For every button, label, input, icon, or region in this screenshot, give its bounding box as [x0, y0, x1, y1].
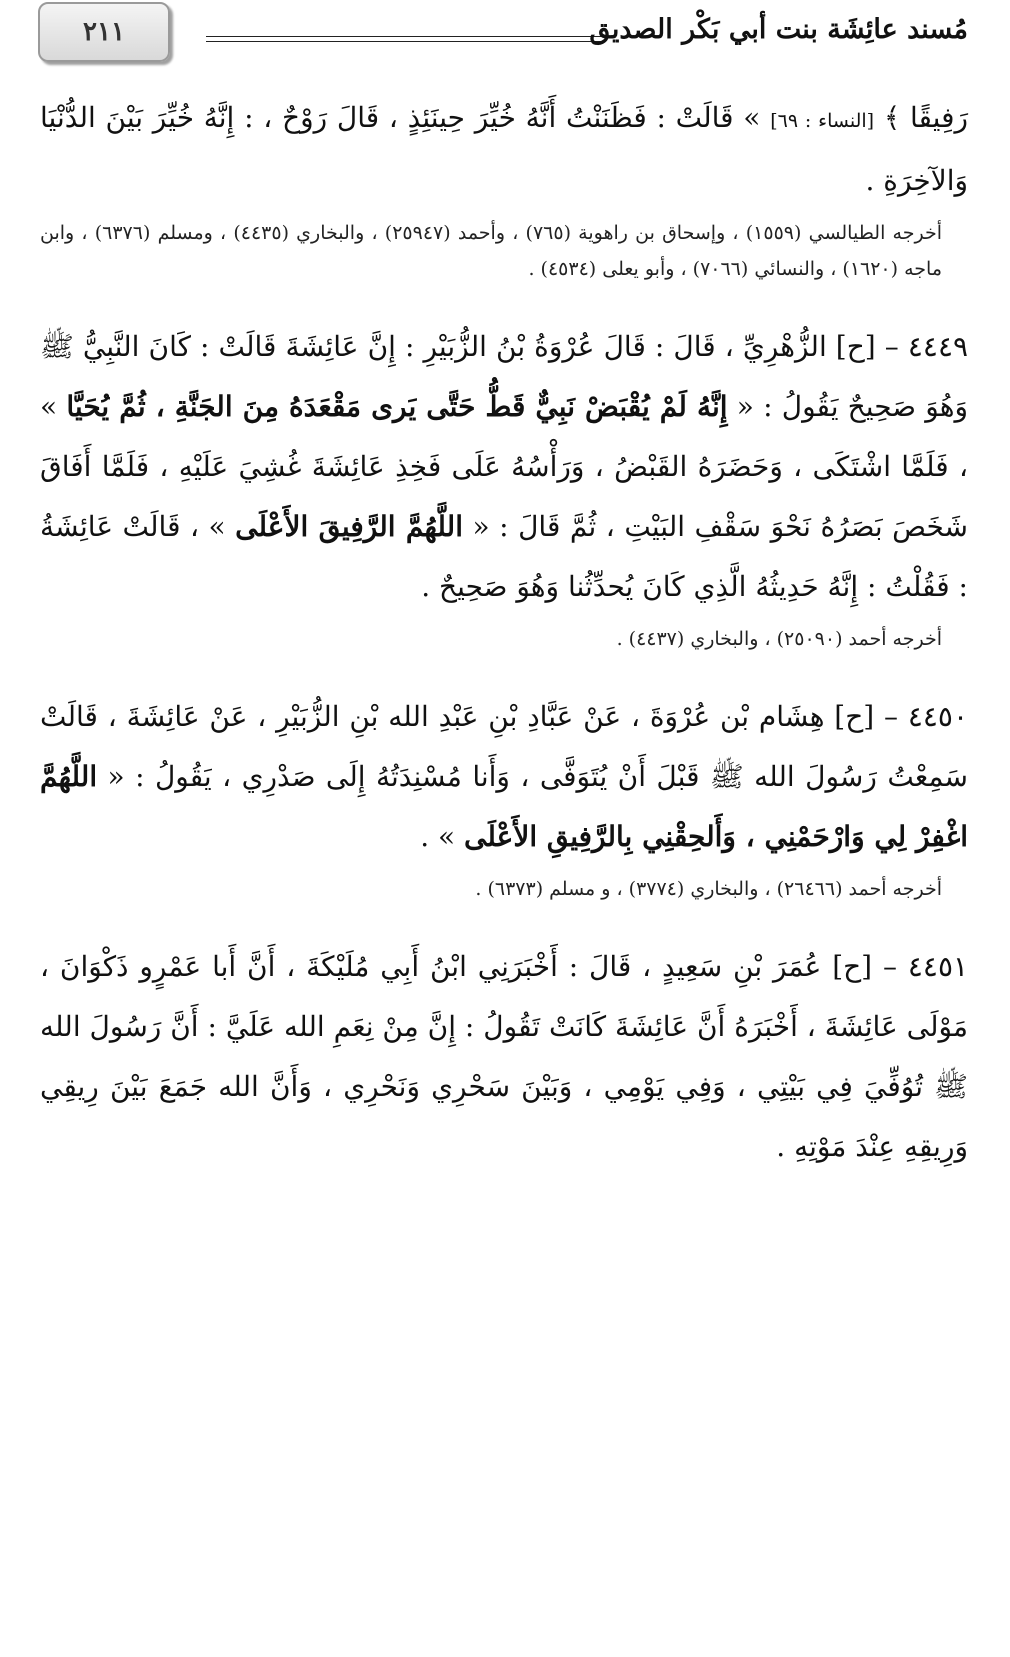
takhrij-footnote: أخرجه أحمد (٢٦٤٦٦) ، والبخاري (٣٧٧٤) ، و مسلم (٦٣٧٣) . [475, 878, 942, 900]
hadith-text-part: – [ح] الزُّهْرِيِّ ، قَالَ : قَالَ عُرْوَةُ بْنُ الزُّبَيْرِ : إِنَّ عَائِشَةَ قَالَتْ : كَانَ النَّبِيُّ ﷺ وَهُوَ صَحِيحٌ يَقُولُ : « [40, 330, 969, 423]
continuation-text-start: رَفِيقًا ﴾ [883, 101, 969, 134]
header-rule [206, 36, 602, 42]
page-number: ٢١١ [38, 2, 170, 62]
hadith-text-part: » ، فَلَمَّا اشْتَكَى ، وَحَضَرَهُ القَبْضُ ، وَرَأْسُهُ عَلَى فَخِذِ عَائِشَةَ غُشِيَ عَلَيْهِ ، فَلَمَّا أَفَاقَ شَخَصَ بَصَرُهُ نَحْوَ سَقْفِ البَيْتِ ، ثُمَّ قَالَ : « [40, 390, 969, 543]
prophetic-saying: إِنَّهُ لَمْ يُقْبَضْ نَبِيٌّ قَطُّ حَتَّى يَرى مَقْعَدَهُ مِنَ الجَنَّةِ ، ثُمَّ يُحَيَّا [66, 390, 728, 423]
continuation-text-rest: » قَالَتْ : فَظَنَنْتُ أَنَّهُ خُيِّرَ حِينَئِذٍ ، قَالَ رَوْحٌ ، : إِنَّهُ خُيِّرَ بَيْنَ الدُّنْيَا وَالآخِرَةِ . [40, 101, 968, 197]
hadith-text-part: » ، قَالَتْ عَائِشَةُ : فَقُلْتُ : إِنَّهُ حَدِيثُهُ الَّذِي كَانَ يُحدِّثُنا وَهُوَ صَحِيحٌ . [40, 510, 968, 603]
prophetic-saying: اللَّهُمَّ الرَّفِيقَ الأَعْلَى [235, 510, 463, 543]
hadith-number: ٤٤٤٩ [907, 330, 969, 363]
takhrij-footnote: أخرجه أحمد (٢٥٠٩٠) ، والبخاري (٤٤٣٧) . [616, 628, 942, 650]
quran-reference: [النساء : ٦٩] [770, 110, 875, 132]
hadith-text [40, 937, 968, 1177]
hadith-number: ٤٤٥١ [907, 950, 969, 983]
prophetic-saying: اللَّهُمَّ اغْفِرْ لِي وَارْحَمْنِي ، وَأَلحِقْنِي بِالرَّفِيقِ الأَعْلَى [40, 760, 968, 853]
page-body [40, 88, 968, 1177]
hadith-number: ٤٤٥٠ [907, 700, 968, 733]
hadith-text [40, 687, 968, 867]
running-title: مُسند عائِشَة بنت أبي بَكْر الصديق [589, 14, 968, 45]
hadith-text-part: – [ح] هِشَام بْن عُرْوَةَ ، عَنْ عَبَّادِ بْنِ عَبْدِ الله بْنِ الزُّبَيْرِ ، عَنْ عَائِشَةَ ، قَالَتْ سَمِعْتُ رَسُولَ الله ﷺ قَبْلَ أَنْ يُتَوَفَّى ، وَأَنا مُسْنِدَتُهُ إِلَى صَدْرِي ، يَقُولُ : « [40, 700, 968, 793]
hadith-text-part: – [ح] عُمَرَ بْنِ سَعِيدٍ ، قَالَ : أَخْبَرَنِي ابْنُ أَبِي مُلَيْكَةَ ، أَنَّ أَبا عَمْرٍو ذَكْوَانَ ، مَوْلَى عَائِشَةَ ، أَخْبَرَهُ أَنَّ عَائِشَةَ كَانَتْ تَقُولُ : إِنَّ مِنْ نِعَمِ الله عَلَيَّ : أَنَّ رَسُولَ الله ﷺ تُوُفِّيَ فِي بَيْتِي ، وَفِي يَوْمِي ، وَبَيْنَ سَحْرِي وَنَحْرِي ، وَأَنَّ الله جَمَعَ بَيْنَ رِيقِي وَرِيقِهِ عِنْدَ مَوْتِهِ . [40, 950, 968, 1163]
hadith-4451 [40, 937, 968, 1177]
takhrij-footnote: أخرجه الطيالسي (١٥٥٩) ، وإسحاق بن راهوية (٧٦٥) ، وأحمد (٢٥٩٤٧) ، والبخاري (٤٤٣٥) ، ومسلم (٦٣٧٦) ، وابن ماجه (١٦٢٠) ، والنسائي (٧٠٦٦) ، وأبو يعلى (٤٥٣٤) . [40, 222, 942, 280]
hadith-4449 [40, 317, 968, 657]
hadith-4450 [40, 687, 968, 907]
continuation-paragraph [40, 88, 968, 211]
hadith-text-part: » . [420, 820, 456, 853]
hadith-text [40, 317, 968, 617]
page-header [38, 0, 968, 66]
